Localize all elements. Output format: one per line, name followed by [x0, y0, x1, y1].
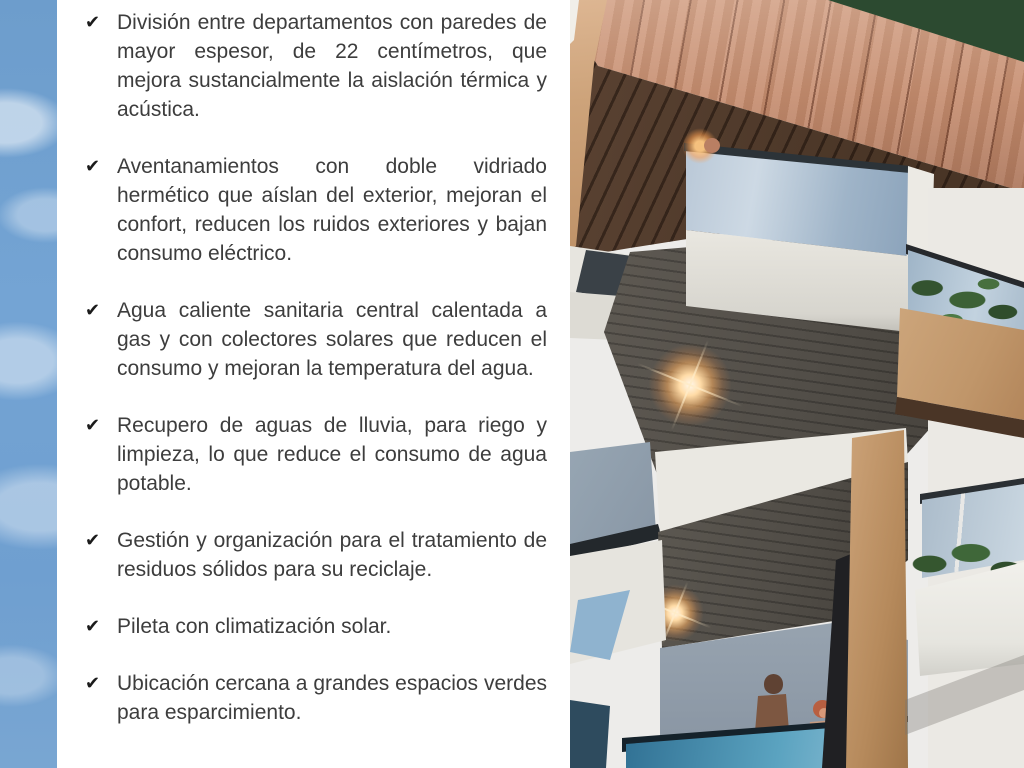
- feature-item: [85, 296, 547, 383]
- feature-item: [85, 669, 547, 727]
- feature-text: Aventanamientos con doble vidriado hermético que aíslan del exterior, mejoran el confort, reducen los ruidos exteriores y bajan consumo eléctrico.: [117, 155, 547, 265]
- check-icon: ✔: [85, 530, 101, 551]
- check-icon: ✔: [85, 415, 101, 436]
- sky-strip-image: [0, 0, 57, 768]
- feature-item: [85, 152, 547, 268]
- feature-item: [85, 526, 547, 584]
- feature-text: Recupero de aguas de lluvia, para riego y limpieza, lo que reduce el consumo de agua potable.: [117, 414, 547, 495]
- tan-column-lower: [844, 428, 910, 768]
- feature-text: Pileta con climatización solar.: [117, 615, 392, 638]
- check-icon: ✔: [85, 12, 101, 33]
- ceiling-light-flare: [648, 343, 732, 427]
- feature-text: Agua caliente sanitaria central calentada a gas y con colectores solares que reducen el consumo y mejoran la temperatura del agua.: [117, 299, 547, 380]
- man-head: [764, 674, 783, 694]
- check-icon: ✔: [85, 156, 101, 177]
- feature-text: División entre departamentos con paredes de mayor espesor, de 22 centímetros, que mejora sustancialmente la aislación térmica y acústica.: [117, 11, 547, 121]
- feature-text: Ubicación cercana a grandes espacios verdes para esparcimiento.: [117, 672, 547, 724]
- glass-fragment-dark: [570, 698, 612, 768]
- feature-list: [85, 2, 547, 755]
- feature-item: [85, 612, 547, 641]
- feature-item: [85, 411, 547, 498]
- feature-item: [85, 8, 547, 124]
- building-rendering-image: [570, 0, 1024, 768]
- check-icon: ✔: [85, 673, 101, 694]
- person-on-balcony: [704, 138, 720, 153]
- check-icon: ✔: [85, 300, 101, 321]
- feature-text: Gestión y organización para el tratamiento de residuos sólidos para su reciclaje.: [117, 529, 547, 581]
- check-icon: ✔: [85, 616, 101, 637]
